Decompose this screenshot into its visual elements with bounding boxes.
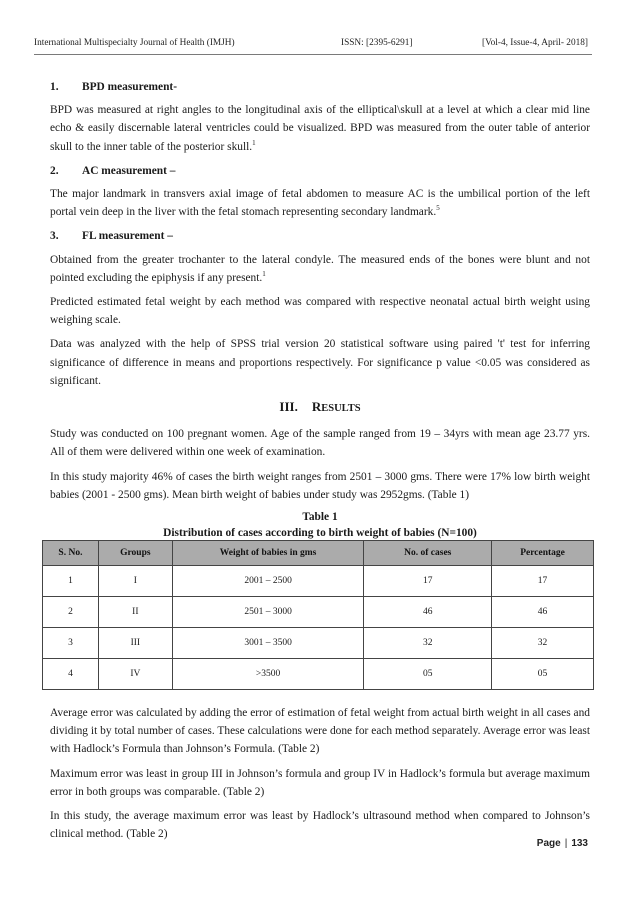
table-cell: >3500 (172, 659, 364, 690)
table-cell: 17 (492, 566, 594, 597)
table-cell: 17 (364, 566, 492, 597)
table-cell: 4 (43, 659, 99, 690)
table-caption: Distribution of cases according to birth weight of babies (N=100) (163, 527, 477, 540)
citation: 1 (262, 270, 266, 279)
bpd-paragraph: BPD was measured at right angles to the longitudinal axis of the elliptical\skull at a level at which a clear mid line echo & easily discernable lateral ventricles could be visualized. BPD was measured from the outer table of anterior skull to the inner table of the posterior skull.$^1$ (50, 104, 590, 153)
table-cell: 05 (492, 659, 594, 690)
table-cell: 32 (492, 628, 594, 659)
table-cell: 2001 – 2500 (172, 566, 364, 597)
table-cell: 05 (364, 659, 492, 690)
table-cell: 32 (364, 628, 492, 659)
table-cell: II (98, 597, 172, 628)
table-cell: 3001 – 3500 (172, 628, 364, 659)
section-heading-ac: 2. AC measurement – (50, 164, 176, 177)
birth-weight-table (42, 540, 594, 690)
table-cell: IV (98, 659, 172, 690)
results-paragraph-2: In this study majority 46% of cases the birth weight ranges from 2501 – 3000 gms. There were 17% low birth weight babies (2001 - 2500 gms). Mean birth weight of babies under study was 2952gms. (Table 1) (50, 470, 590, 501)
journal-name: International Multispecialty Journal of Health (IMJH) (34, 38, 235, 48)
citation: 5 (436, 204, 440, 213)
table-cell: 1 (43, 566, 99, 597)
table-label: Table 1 (302, 511, 338, 524)
table-cell: I (98, 566, 172, 597)
column-header: S. No. (43, 541, 99, 566)
citation: 1 (252, 138, 256, 147)
ac-paragraph: The major landmark in transvers axial image of fetal abdomen to measure AC is the umbilical portion of the left portal vein deep in the liver with the fetal stomach representing secondary landmark.$^5$ (50, 188, 590, 219)
results-heading: III. RESULTS (279, 399, 361, 415)
section-heading-bpd: 1. BPD measurement- (50, 81, 178, 93)
column-header: Percentage (492, 541, 594, 566)
column-header: Weight of babies in gms (172, 541, 364, 566)
volume-issue: [Vol-4, Issue-4, April- 2018] (482, 38, 588, 48)
table-cell: 3 (43, 628, 99, 659)
issn: ISSN: [2395-6291] (341, 38, 413, 48)
average-error-paragraph: Average error was calculated by adding the error of estimation of fetal weight from actual birth weight in all cases and dividing it by total number of cases. These calculations were done for each method separately. Average error was least with Hadlock’s Formula than Johnson’s Formula. (Table 2) (50, 707, 590, 756)
predicted-weight-paragraph: Predicted estimated fetal weight by each method was compared with respective neonatal actual birth weight using weighing scale. (50, 296, 590, 327)
table-header-row (43, 541, 594, 566)
table-row (43, 597, 594, 628)
table-row (43, 659, 594, 690)
maximum-error-paragraph: Maximum error was least in group III in Johnson’s formula and group IV in Hadlock’s formula but average maximum error in both groups was comparable. (Table 2) (50, 767, 590, 798)
column-header: Groups (98, 541, 172, 566)
table-row (43, 628, 594, 659)
table-cell: 2501 – 3000 (172, 597, 364, 628)
table-cell: III (98, 628, 172, 659)
column-header: No. of cases (364, 541, 492, 566)
section-heading-fl: 3. FL measurement – (50, 230, 173, 243)
running-header (34, 38, 588, 54)
header-divider (34, 54, 592, 55)
table-cell: 2 (43, 597, 99, 628)
page-number: Page | 133 (536, 838, 588, 849)
analysis-paragraph: Data was analyzed with the help of SPSS trial version 20 statistical software using paired 't' test for inferring significance of difference in means and proportions respectively. For significance p value <0.05 was considered as significant. (50, 338, 590, 387)
results-paragraph-1: Study was conducted on 100 pregnant women. Age of the sample ranged from 19 – 34yrs with mean age 23.77 yrs. All of them were delivered within one week of examination. (50, 428, 590, 459)
table-row (43, 566, 594, 597)
table-cell: 46 (492, 597, 594, 628)
page-body (50, 78, 590, 849)
comparison-paragraph: In this study, the average maximum error was least by Hadlock’s ultrasound method when compared to Johnson’s clinical method. (Table 2) (50, 810, 590, 841)
fl-paragraph: Obtained from the greater trochanter to the lateral condyle. The measured ends of the bones were blunt and not pointed excluding the epiphysis if any present.$^1$ (50, 253, 590, 284)
table-cell: 46 (364, 597, 492, 628)
